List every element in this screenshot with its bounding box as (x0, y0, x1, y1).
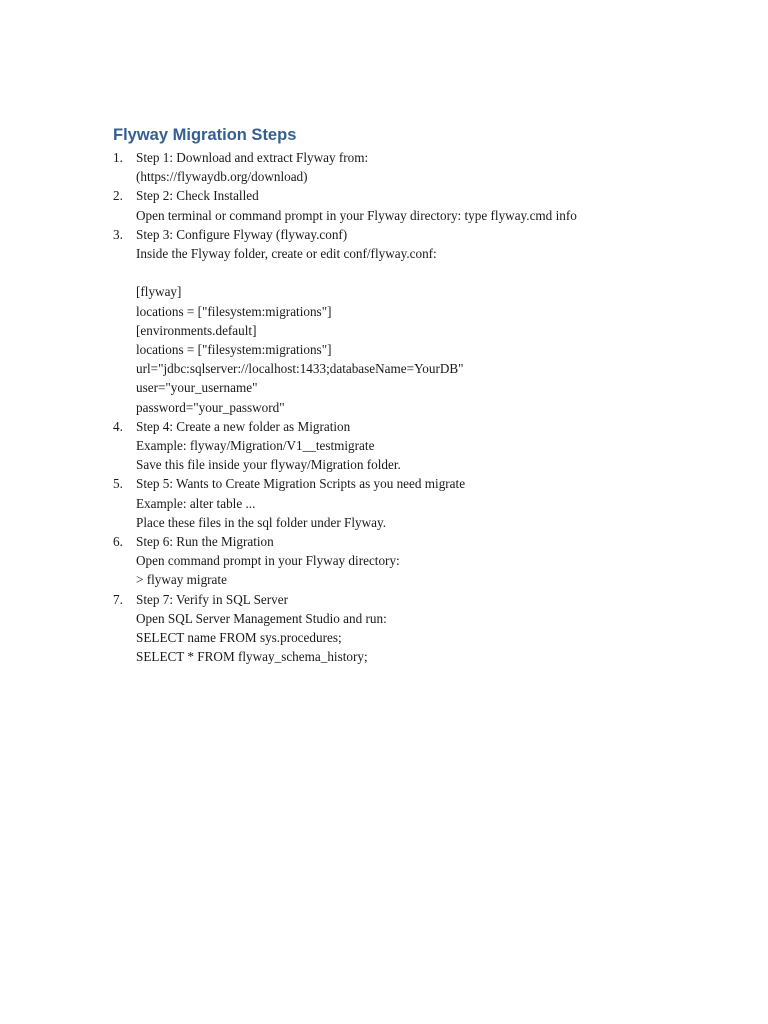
step-heading: Step 4: Create a new folder as Migration (136, 418, 351, 434)
step-text-line: locations = ["filesystem:migrations"] (136, 303, 332, 319)
step-number: 5. (113, 476, 123, 492)
step-text-line: url="jdbc:sqlserver://localhost:1433;databaseName=YourDB" (136, 361, 464, 377)
step-heading: Step 1: Download and extract Flyway from: (136, 150, 369, 165)
step-heading: Step 2: Check Installed (136, 188, 259, 204)
step-text-line: > flyway migrate (136, 572, 227, 588)
step-text-line: Open terminal or command prompt in your Flyway directory: type flyway.cmd info (136, 207, 577, 223)
step-number: 4. (113, 418, 123, 434)
steps-list (0, 148, 577, 666)
step-item (0, 225, 577, 417)
step-heading: Step 6: Run the Migration (136, 534, 274, 550)
step-text-line: locations = ["filesystem:migrations"] (136, 342, 332, 358)
step-item (0, 186, 577, 224)
step-number: 7. (113, 591, 123, 607)
step-number: 6. (113, 534, 123, 550)
step-item (0, 417, 577, 475)
step-text-line: SELECT * FROM flyway_schema_history; (136, 649, 368, 665)
step-number: 2. (113, 188, 123, 204)
step-heading: Step 3: Configure Flyway (flyway.conf) (136, 226, 348, 242)
step-text-line: password="your_password" (136, 399, 285, 415)
step-number: 1. (113, 150, 123, 165)
step-text-line: Open command prompt in your Flyway directory: (136, 553, 400, 569)
step-text-line: Example: alter table ... (136, 495, 256, 511)
step-item (0, 148, 577, 186)
step-text-line: SELECT name FROM sys.procedures; (136, 630, 342, 646)
step-text-line: Example: flyway/Migration/V1__testmigrate (136, 438, 375, 454)
step-item (0, 532, 577, 590)
step-text-line: Save this file inside your flyway/Migration folder. (136, 457, 401, 473)
step-text-line: (https://flywaydb.org/download) (136, 169, 308, 185)
step-number: 3. (113, 226, 123, 242)
step-text-line: Open SQL Server Management Studio and run: (136, 610, 387, 626)
step-heading: Step 7: Verify in SQL Server (136, 591, 289, 607)
step-text-line: Place these files in the sql folder under Flyway. (136, 514, 387, 530)
step-item (0, 590, 577, 667)
step-item (0, 474, 577, 532)
document-title: Flyway Migration Steps (113, 126, 297, 144)
step-text-line (136, 263, 577, 282)
step-text-line: [environments.default] (136, 322, 257, 338)
step-text-line: user="your_username" (136, 380, 258, 396)
step-text-line: Inside the Flyway folder, create or edit conf/flyway.conf: (136, 246, 437, 262)
step-text-line: [flyway] (136, 284, 182, 300)
step-heading: Step 5: Wants to Create Migration Scripts as you need migrate (136, 476, 466, 492)
